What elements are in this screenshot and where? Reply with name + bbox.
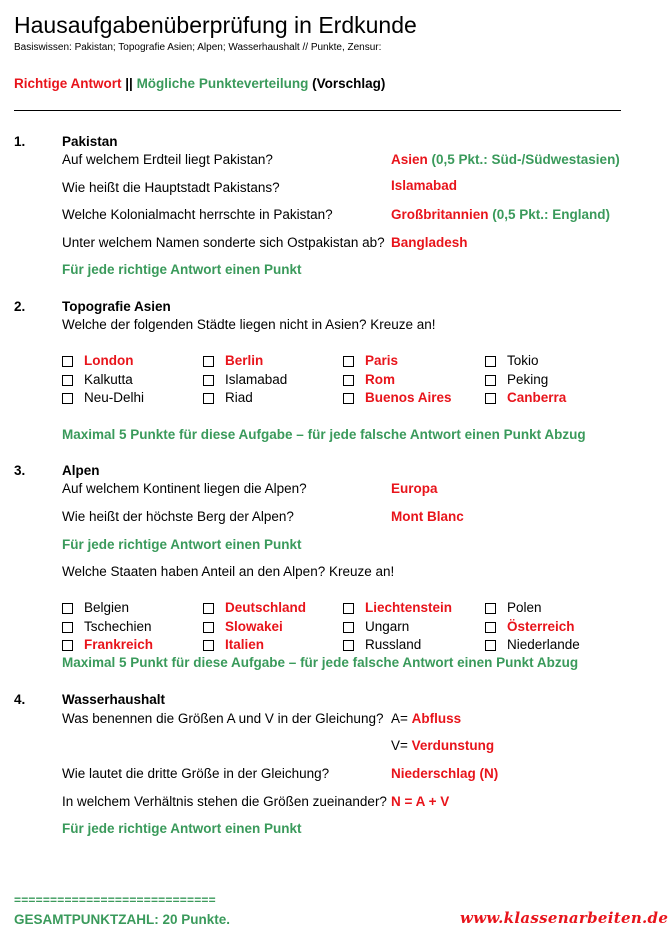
s3-option-label: Ungarn bbox=[365, 618, 410, 634]
site-logo: www.klassenarbeiten.de bbox=[460, 909, 668, 927]
s3-option-label: Österreich bbox=[507, 618, 575, 634]
s3-checkbox[interactable] bbox=[62, 603, 73, 614]
s3-checkbox[interactable] bbox=[343, 640, 354, 651]
s2-option-label: Canberra bbox=[507, 390, 567, 405]
s4-question-3: In welchem Verhältnis stehen die Größen zueinander? bbox=[62, 794, 387, 809]
legend bbox=[14, 76, 385, 91]
s3-option-label: Deutschland bbox=[225, 600, 307, 615]
s4-answer-1: A= Abfluss bbox=[391, 711, 462, 726]
s2-checkbox[interactable] bbox=[203, 393, 214, 404]
s1-question-3: Welche Kolonialmacht herrschte in Pakistan? bbox=[62, 207, 333, 222]
s3-checkbox[interactable] bbox=[485, 603, 496, 614]
s4-question-1: Was benennen die Größen A und V in der Gleichung? bbox=[62, 711, 384, 726]
s3-option-label: Italien bbox=[225, 637, 265, 652]
s3-checkbox[interactable] bbox=[62, 622, 73, 633]
s1-question-4: Unter welchem Namen sonderte sich Ostpakistan ab? bbox=[62, 235, 385, 250]
s2-option-label: London bbox=[84, 353, 134, 368]
s2-checkbox[interactable] bbox=[343, 393, 354, 404]
legend-correct: Richtige Antwort bbox=[14, 76, 122, 91]
s3-points-note-1: Für jede richtige Antwort einen Punkt bbox=[62, 537, 302, 552]
s3-checkbox[interactable] bbox=[62, 640, 73, 651]
s3-answer-1: Europa bbox=[391, 481, 438, 496]
s4-points-note: Für jede richtige Antwort einen Punkt bbox=[62, 821, 302, 836]
s3-option-label: Liechtenstein bbox=[365, 600, 453, 615]
s3-checkbox[interactable] bbox=[203, 603, 214, 614]
s3-option-label: Tschechien bbox=[84, 618, 152, 634]
section-4-title: Wasserhaushalt bbox=[62, 692, 166, 707]
section-1-number: 1. bbox=[14, 134, 26, 149]
page-subtitle: Basiswissen: Pakistan; Topografie Asien; Alpen; Wasserhaushalt // Punkte, Zensur: bbox=[14, 42, 382, 53]
s1-question-1: Auf welchem Erdteil liegt Pakistan? bbox=[62, 152, 273, 167]
s3-checkbox[interactable] bbox=[343, 622, 354, 633]
s3-question-3: Welche Staaten haben Anteil an den Alpen? Kreuze an! bbox=[62, 564, 395, 579]
s4-answer-2: V= Verdunstung bbox=[391, 738, 495, 753]
s2-option-label: Neu-Delhi bbox=[84, 390, 145, 405]
section-3-title: Alpen bbox=[62, 463, 100, 478]
s3-option-label: Russland bbox=[365, 637, 422, 652]
s2-option-label: Buenos Aires bbox=[365, 390, 452, 405]
s3-checkbox[interactable] bbox=[203, 640, 214, 651]
s2-checkbox[interactable] bbox=[203, 356, 214, 367]
s3-option-label: Frankreich bbox=[84, 637, 154, 652]
section-1-title: Pakistan bbox=[62, 134, 118, 149]
s1-question-2: Wie heißt die Hauptstadt Pakistans? bbox=[62, 180, 280, 195]
s3-checkbox[interactable] bbox=[485, 640, 496, 651]
s2-checkbox[interactable] bbox=[62, 356, 73, 367]
section-2-number: 2. bbox=[14, 299, 26, 314]
footer-equals-line: ============================ bbox=[14, 893, 216, 907]
s3-points-note-2: Maximal 5 Punkt für diese Aufgabe – für jede falsche Antwort einen Punkt Abzug bbox=[62, 655, 579, 670]
s3-option-label: Slowakei bbox=[225, 618, 283, 634]
section-2-title: Topografie Asien bbox=[62, 299, 171, 314]
legend-suggestion: (Vorschlag) bbox=[308, 76, 386, 91]
s2-option-label: Islamabad bbox=[225, 371, 288, 387]
s2-checkbox[interactable] bbox=[62, 375, 73, 386]
s2-option-label: Berlin bbox=[225, 353, 264, 368]
s2-checkbox[interactable] bbox=[485, 393, 496, 404]
s4-question-2: Wie lautet die dritte Größe in der Gleichung? bbox=[62, 766, 330, 781]
s3-option-label: Niederlande bbox=[507, 637, 580, 652]
s2-points-note: Maximal 5 Punkte für diese Aufgabe – für jede falsche Antwort einen Punkt Abzug bbox=[62, 427, 586, 442]
s2-checkbox[interactable] bbox=[343, 356, 354, 367]
s2-option-label: Kalkutta bbox=[84, 371, 133, 387]
s3-answer-2: Mont Blanc bbox=[391, 509, 464, 524]
header-divider bbox=[14, 110, 621, 111]
s3-checkbox[interactable] bbox=[485, 622, 496, 633]
legend-separator: || bbox=[121, 76, 137, 91]
s2-checkbox[interactable] bbox=[203, 375, 214, 386]
s3-option-label: Belgien bbox=[84, 600, 130, 615]
s2-option-label: Peking bbox=[507, 371, 549, 387]
s4-answer-4: N = A + V bbox=[391, 794, 450, 809]
s3-question-2: Wie heißt der höchste Berg der Alpen? bbox=[62, 509, 294, 524]
s2-question: Welche der folgenden Städte liegen nicht in Asien? Kreuze an! bbox=[62, 317, 436, 332]
s3-checkbox[interactable] bbox=[203, 622, 214, 633]
s2-option-label: Rom bbox=[365, 371, 395, 387]
s2-checkbox[interactable] bbox=[485, 356, 496, 367]
s2-checkbox[interactable] bbox=[485, 375, 496, 386]
s2-checkbox[interactable] bbox=[62, 393, 73, 404]
s1-answer-1: Asien (0,5 Pkt.: Süd-/Südwestasien) bbox=[391, 152, 620, 167]
s2-checkbox[interactable] bbox=[343, 375, 354, 386]
s2-option-label: Paris bbox=[365, 353, 399, 368]
s1-answer-3: Großbritannien (0,5 Pkt.: England) bbox=[391, 207, 611, 222]
s3-question-1: Auf welchem Kontinent liegen die Alpen? bbox=[62, 481, 307, 496]
total-points: GESAMTPUNKTZAHL: 20 Punkte. bbox=[14, 912, 231, 927]
s3-checkbox[interactable] bbox=[343, 603, 354, 614]
s1-answer-4: Bangladesh bbox=[391, 235, 468, 250]
section-4-number: 4. bbox=[14, 692, 26, 707]
legend-points: Mögliche Punkteverteilung bbox=[136, 76, 309, 91]
s1-answer-2: Islamabad bbox=[391, 178, 458, 193]
s4-answer-3: Niederschlag (N) bbox=[391, 766, 499, 781]
s2-option-label: Tokio bbox=[507, 353, 539, 368]
page-title: Hausaufgabenüberprüfung in Erdkunde bbox=[14, 12, 417, 38]
s1-points-note: Für jede richtige Antwort einen Punkt bbox=[62, 262, 302, 277]
section-3-number: 3. bbox=[14, 463, 26, 478]
s3-option-label: Polen bbox=[507, 600, 542, 615]
s2-option-label: Riad bbox=[225, 390, 253, 405]
